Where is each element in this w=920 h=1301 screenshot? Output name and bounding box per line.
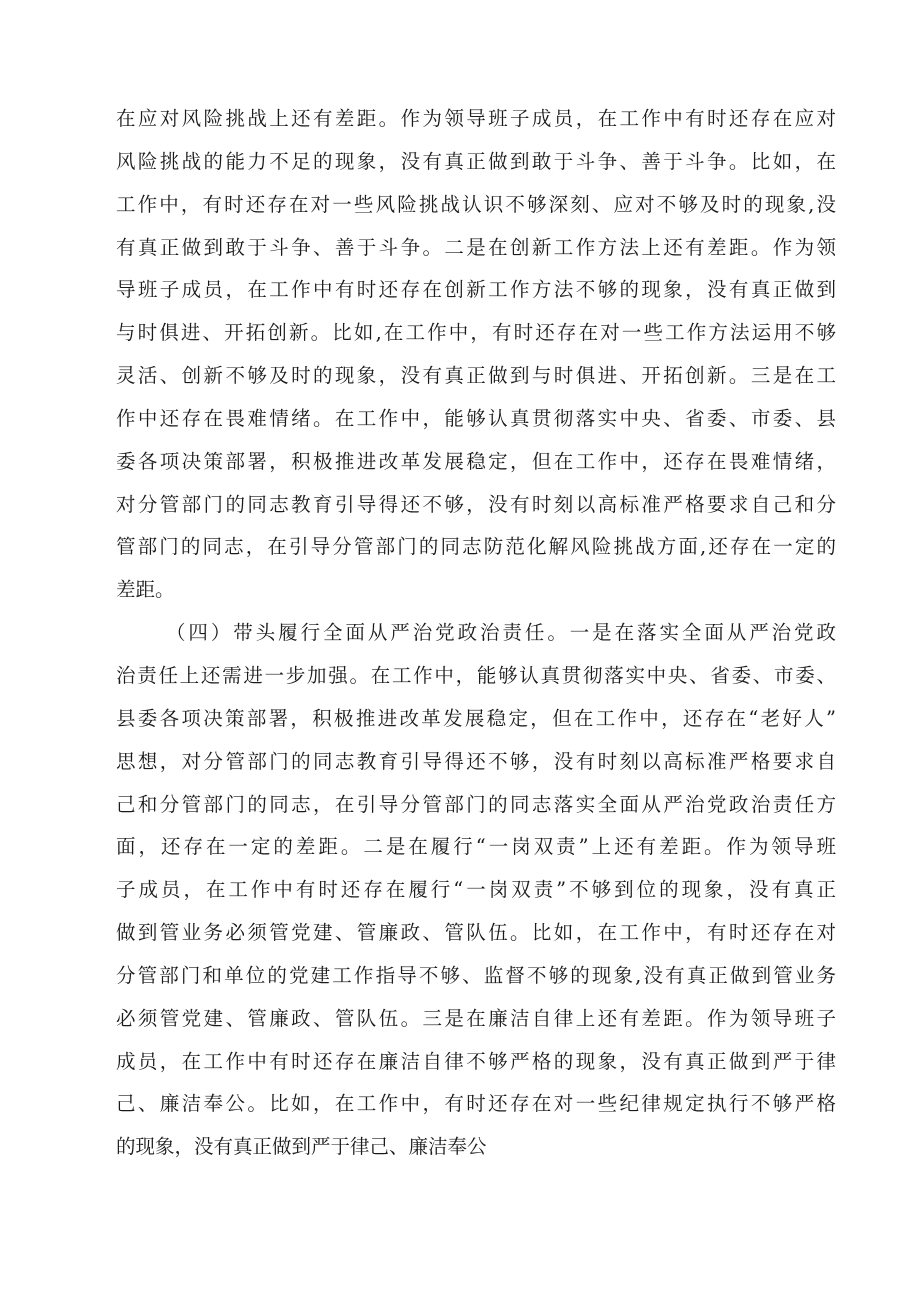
body-text — [116, 98, 836, 1169]
text-line: 思想，对分管部门的同志教育引导得还不够，没有时刻以高标准严格要求自 — [116, 749, 836, 773]
text-line: 有真正做到敢于斗争、善于斗争。二是在创新工作方法上还有差距。作为领 — [116, 235, 836, 259]
text-line: 风险挑战的能力不足的现象，没有真正做到敢于斗争、善于斗争。比如，在 — [116, 149, 836, 173]
text-line: 做到管业务必须管党建、管廉政、管队伍。比如，在工作中，有时还存在对 — [116, 921, 836, 945]
text-line: 的现象，没有真正做到严于律己、廉洁奉公 — [116, 1135, 487, 1159]
text-line: 灵活、创新不够及时的现象，没有真正做到与时俱进、开拓创新。三是在工 — [116, 364, 836, 388]
text-line: 在应对风险挑战上还有差距。作为领导班子成员，在工作中有时还存在应对 — [116, 107, 836, 130]
text-line: 成员，在工作中有时还存在廉洁自律不够严格的现象，没有真正做到严于律 — [116, 1049, 836, 1073]
text-line: 委各项决策部署，积极推进改革发展稳定，但在工作中，还存在畏难情绪， — [116, 449, 836, 473]
text-line: 管部门的同志，在引导分管部门的同志防范化解风险挑战方面,还存在一定的 — [116, 535, 836, 559]
text-line: 分管部门和单位的党建工作指导不够、监督不够的现象,没有真正做到管业务 — [116, 963, 836, 987]
text-line: 对分管部门的同志教育引导得还不够，没有时刻以高标准严格要求自己和分 — [116, 492, 836, 516]
section-heading-line: （四）带头履行全面从严治党政治责任。一是在落实全面从严治党政 — [166, 621, 836, 645]
text-line: 县委各项决策部署，积极推进改革发展稳定，但在工作中，还存在“老好人” — [116, 706, 836, 730]
text-line: 己和分管部门的同志，在引导分管部门的同志落实全面从严治党政治责任方 — [116, 792, 836, 816]
text-line: 差距。 — [116, 578, 175, 602]
text-line: 子成员，在工作中有时还存在履行“一岗双责”不够到位的现象，没有真正 — [116, 878, 836, 902]
text-line: 治责任上还需进一步加强。在工作中，能够认真贯彻落实中央、省委、市委、 — [116, 663, 836, 687]
text-line: 导班子成员，在工作中有时还存在创新工作方法不够的现象，没有真正做到 — [116, 278, 836, 302]
text-line: 与时俱进、开拓创新。比如,在工作中，有时还存在对一些工作方法运用不够 — [116, 321, 836, 345]
text-line: 面，还存在一定的差距。二是在履行“一岗双责”上还有差距。作为领导班 — [116, 835, 836, 859]
text-line: 必须管党建、管廉政、管队伍。三是在廉洁自律上还有差距。作为领导班子 — [116, 1006, 836, 1030]
text-line: 工作中，有时还存在对一些风险挑战认识不够深刻、应对不够及时的现象,没 — [116, 192, 836, 216]
text-line: 己、廉洁奉公。比如，在工作中，有时还存在对一些纪律规定执行不够严格 — [116, 1092, 836, 1116]
text-line: 作中还存在畏难情绪。在工作中，能够认真贯彻落实中央、省委、市委、县 — [116, 406, 836, 430]
